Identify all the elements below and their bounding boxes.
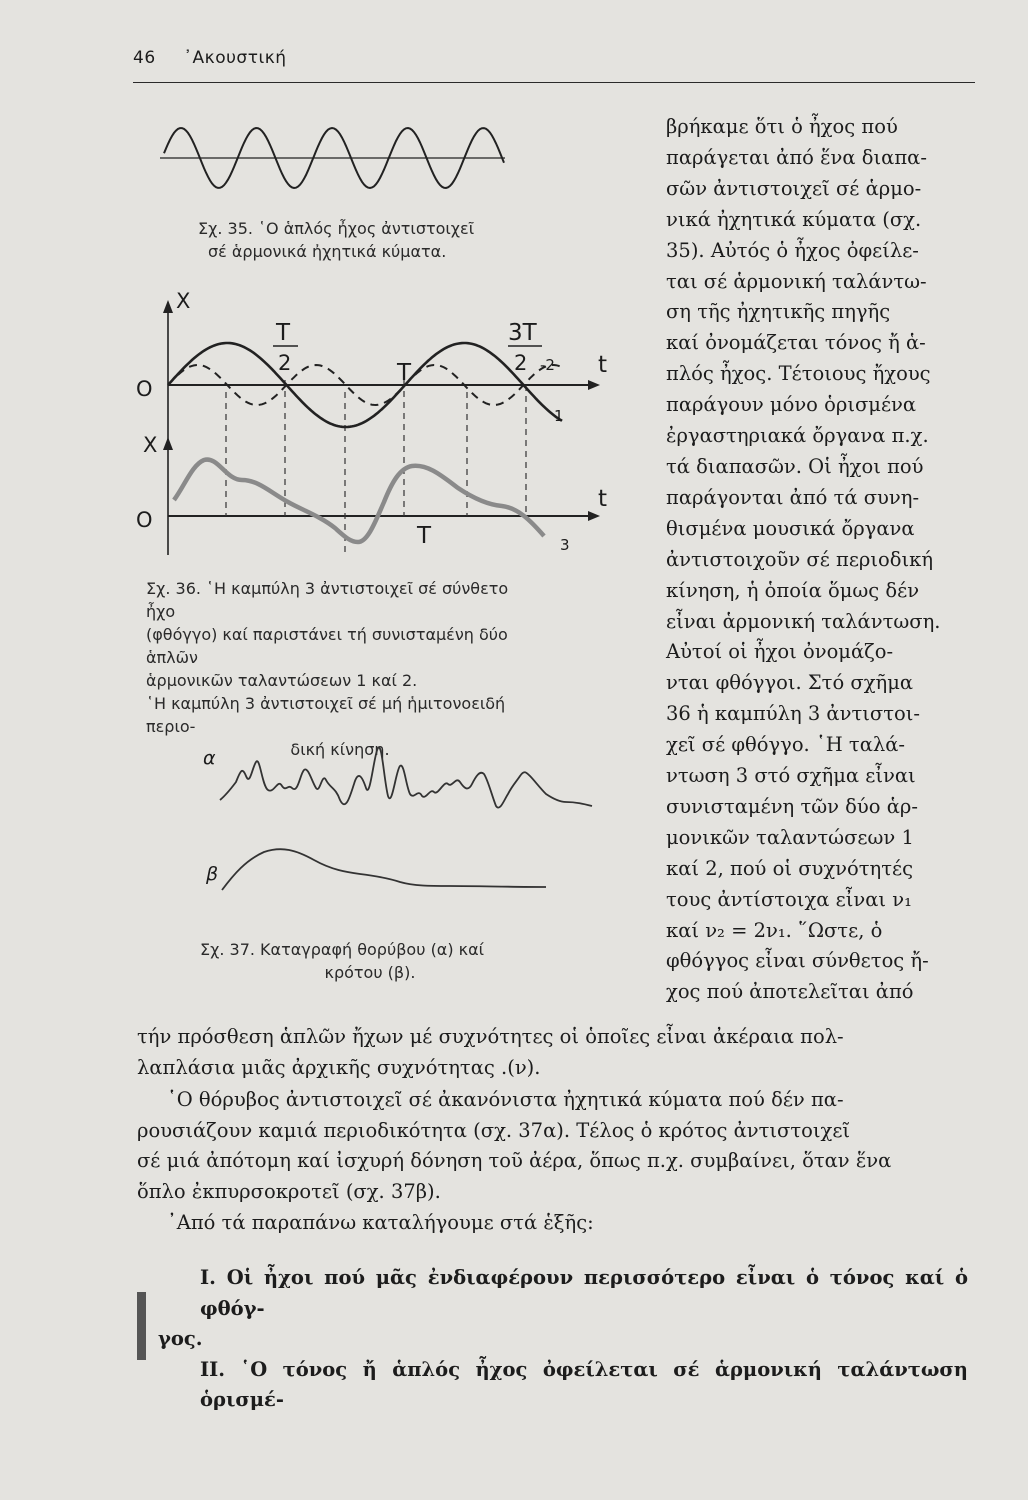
fig36-label-curve-3: 3: [560, 536, 570, 554]
fig36-caption-line2: (φθόγγο) καί παριστάνει τή συνισταμένη δύο ἁπλῶν: [146, 625, 508, 667]
rc-line: βρήκαμε ὅτι ὁ ἦχος πού: [666, 115, 898, 138]
fig36-label-x-upper: X: [176, 289, 191, 313]
summary-line: II. ῾Ο τόνος ἤ ἁπλός ἦχος ὀφείλεται σέ ἁρμονική ταλάντωση ὁρισμέ-: [200, 1357, 968, 1411]
fig36-curve-3: [174, 460, 544, 542]
fig36-x-arrow-upper: [163, 300, 173, 313]
rc-line: τους ἀντίστοιχα εἶναι ν₁: [666, 887, 912, 911]
fig36-label-t-upper: t: [598, 352, 608, 378]
rc-line: ἐργαστηριακά ὄργανα π.χ.: [666, 424, 929, 448]
fig36-label-t-lower-mid: T: [417, 523, 432, 549]
body-paragraph-2: [137, 1085, 965, 1207]
rc-line: καί 2, πού οἱ συχνότητές: [666, 856, 914, 880]
fig36-label-x-lower: X: [143, 433, 158, 457]
fig36-t-arrow-upper: [588, 380, 600, 390]
body-line: λαπλάσια μιᾶς ἀρχικῆς συχνότητας .(ν).: [137, 1055, 541, 1079]
rc-line: τά διαπασῶν. Οἱ ἦχοι πού: [666, 454, 924, 478]
rc-line: ἀντιστοιχοῦν σέ περιοδική: [666, 547, 934, 571]
figure-37-recordings: [200, 740, 620, 910]
figure-36-caption: [130, 577, 510, 761]
fig36-label-half-t-den: 2: [278, 351, 292, 375]
fig37-noise-trace: [220, 747, 592, 807]
rc-line: παράγουν μόνο ὁρισμένα: [666, 393, 917, 417]
rc-line: καί ν₂ = 2ν₁. ῞Ωστε, ὁ: [666, 918, 883, 942]
page-number: 46: [133, 48, 156, 68]
fig36-label-t-upper-mid: T: [397, 360, 412, 386]
summary-line: γος.: [158, 1327, 203, 1350]
summary-line: I. Οἱ ἦχοι πού μᾶς ἐνδιαφέρουν περισσότερο εἶναι ὁ τόνος καί ὁ φθόγ-: [200, 1266, 968, 1320]
fig36-label-curve-1: 1: [554, 407, 564, 425]
body-line: ὅπλο ἐκπυρσοκροτεῖ (σχ. 37β).: [137, 1179, 441, 1203]
figure-35-sine-wave: [150, 100, 520, 200]
body-line: ῾Ο θόρυβος ἀντιστοιχεῖ σέ ἀκανόνιστα ἠχητικά κύματα πού δέν πα-: [167, 1088, 844, 1111]
fig36-label-o-upper: O: [136, 377, 153, 401]
fig37-caption-line2: κρότου (β).: [324, 963, 416, 982]
rc-line: μονικῶν ταλαντώσεων 1: [666, 825, 914, 849]
running-title: ᾿Ακουστική: [183, 48, 287, 68]
figure-36-waves: [130, 280, 630, 580]
rc-line: πλός ἦχος. Τέτοιους ἤχους: [666, 362, 931, 386]
body-line: τήν πρόσθεση ἁπλῶν ἤχων μέ συχνότητες οἱ ὁποῖες εἶναι ἀκέραια πολ-: [137, 1025, 844, 1048]
fig36-label-o-lower: O: [136, 508, 153, 532]
rc-line: χεῖ σέ φθόγγο. ῾Η ταλά-: [666, 733, 905, 757]
rc-line: ντωση 3 στό σχῆμα εἶναι: [666, 764, 916, 788]
fig36-label-half-t-num: T: [276, 320, 291, 346]
fig37-caption-line1: Σχ. 37. Καταγραφή θορύβου (α) καί: [200, 940, 485, 959]
page-header: [133, 48, 287, 68]
fig36-label-curve-2: -2: [540, 356, 555, 374]
fig36-caption-line1: Σχ. 36. ῾Η καμπύλη 3 ἀντιστοιχεῖ σέ σύνθετο ἦχο: [146, 579, 509, 621]
fig36-caption-line5: δική κίνηση.: [290, 740, 390, 759]
fig36-caption-line4: ῾Η καμπύλη 3 ἀντιστοιχεῖ σέ μή ἡμιτονοειδή περιο-: [146, 694, 506, 736]
figure-35-caption: [198, 217, 474, 263]
body-line: ρουσιάζουν καμιά περιοδικότητα (σχ. 37α). Τέλος ὁ κρότος ἀντιστοιχεῖ: [137, 1118, 851, 1142]
body-line: ᾿Από τά παραπάνω καταλήγουμε στά ἑξῆς:: [167, 1211, 594, 1234]
rc-line: νται φθόγγοι. Στό σχῆμα: [666, 671, 914, 695]
rc-line: καί ὀνομάζεται τόνος ἤ ἁ-: [666, 331, 926, 355]
fig37-bang-trace: [222, 849, 546, 890]
rc-line: συνισταμένη τῶν δύο ἁρ-: [666, 794, 918, 818]
rc-line: παράγονται ἀπό τά συνη-: [666, 485, 920, 509]
rc-line: φθόγγος εἶναι σύνθετος ἤ-: [666, 949, 929, 973]
rc-line: χος πού ἀποτελεῖται ἀπό: [666, 980, 914, 1004]
right-column-text: [666, 112, 968, 1008]
rc-line: ται σέ ἁρμονική ταλάντω-: [666, 269, 927, 293]
figure-37-caption: [200, 938, 570, 984]
header-rule: [133, 82, 975, 83]
rc-line: 35). Αὐτός ὁ ἦχος ὀφείλε-: [666, 238, 919, 262]
rc-line: θισμένα μουσικά ὄργανα: [666, 516, 915, 540]
rc-line: ση τῆς ἠχητικῆς πηγῆς: [666, 300, 891, 324]
rc-line: κίνηση, ἡ ὁποία ὅμως δέν: [666, 578, 920, 602]
rc-line: παράγεται ἀπό ἕνα διαπα-: [666, 145, 927, 169]
fig36-t-arrow-lower: [588, 511, 600, 521]
fig37-label-a: α: [203, 747, 216, 769]
fig36-x-arrow-lower: [163, 437, 173, 450]
fig35-caption-line2: σέ ἁρμονικά ἠχητικά κύματα.: [208, 242, 447, 261]
rc-line: 36 ἡ καμπύλη 3 ἀντιστοι-: [666, 702, 920, 726]
rc-line: Αὐτοί οἱ ἦχοι ὀνομάζο-: [666, 640, 894, 664]
summary-points: [158, 1263, 968, 1416]
rc-line: νικά ἠχητικά κύματα (σχ.: [666, 207, 922, 231]
rc-line: σῶν ἀντιστοιχεῖ σέ ἁρμο-: [666, 176, 922, 200]
summary-marker-bar: [137, 1292, 146, 1360]
fig35-caption-line1: Σχ. 35. ῾Ο ἁπλός ἦχος ἀντιστοιχεῖ: [198, 219, 475, 238]
fig37-label-b: β: [206, 863, 219, 885]
fig36-label-3t-num: 3T: [508, 320, 537, 346]
fig36-caption-line3: ἁρμονικῶν ταλαντώσεων 1 καί 2.: [146, 671, 418, 690]
fig36-label-t-lower: t: [598, 486, 608, 512]
body-line: σέ μιά ἀπότομη καί ἰσχυρή δόνηση τοῦ ἀέρα, ὅπως π.χ. συμβαίνει, ὅταν ἕνα: [137, 1149, 892, 1172]
body-paragraph-3: [137, 1208, 965, 1239]
fig36-label-3t-den: 2: [514, 351, 528, 375]
body-paragraph-1: [137, 1022, 965, 1083]
rc-line: εἶναι ἁρμονική ταλάντωση.: [666, 609, 941, 633]
